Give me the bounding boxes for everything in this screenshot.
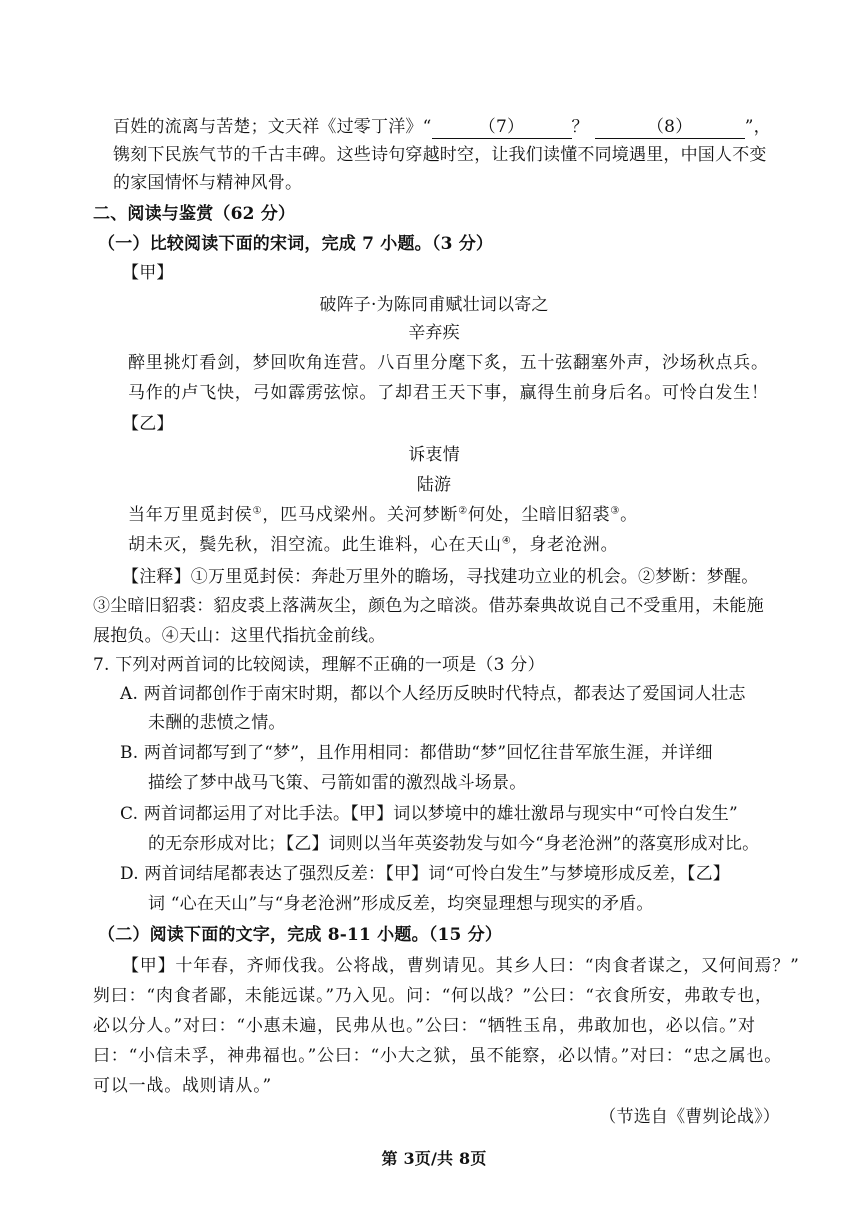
poem-2-text: 胡未灭，鬓先秋，泪空流。此生谁料，心在天山 [128, 535, 502, 555]
footnote-marker: ① [252, 505, 263, 517]
poem-2-title: 诉衷情 [408, 445, 460, 465]
intro-question-mark: ？ [571, 117, 589, 137]
poem-2-text: 。 [620, 505, 638, 525]
poem-1-label: 【甲】 [122, 263, 174, 283]
option-b[interactable]: B. 两首词都写到了“梦”，且作用相同：都借助“梦”回忆往昔军旅生涯，并详细 [120, 743, 713, 763]
option-a[interactable]: A. 两首词都创作于南宋时期，都以个人经历反映时代特点，都表达了爱国词人壮志 [120, 684, 746, 704]
poem-2-label: 【乙】 [122, 414, 174, 434]
option-d[interactable]: D. 两首词结尾都表达了强烈反差：【甲】词“可怜白发生”与梦境形成反差，【乙】 [120, 864, 731, 884]
option-b-cont: 描绘了梦中战马飞策、弓箭如雷的激烈战斗场景。 [148, 773, 527, 793]
notes-line-3: 展抱负。④天山：这里代指抗金前线。 [93, 626, 386, 646]
section-2-title: 二、阅读与鉴赏（62 分） [93, 204, 296, 224]
answer-blank-7[interactable]: （7） [432, 116, 572, 139]
option-c[interactable]: C. 两首词都运用了对比手法。【甲】词以梦境中的雄壮激昂与现实中“可怜白发生” [120, 804, 738, 824]
poem-2-text: 当年万里觅封侯 [128, 505, 253, 525]
source-citation: （节选自《曹刿论战》） [599, 1107, 780, 1127]
classical-line-1: 【甲】十年春，齐师伐我。公将战，曹刿请见。其乡人曰：“肉食者谋之，又何间焉？” [122, 956, 800, 976]
part-2-title: （二）阅读下面的文字，完成 8-11 小题。（15 分） [98, 925, 503, 945]
footnote-marker: ④ [501, 535, 512, 547]
answer-blank-8[interactable]: （8） [595, 116, 745, 139]
notes-line-1: 【注释】①万里觅封侯：奔赴万里外的瞻场，寻找建功立业的机会。②梦断：梦醒。 [122, 567, 759, 587]
poem-2-line-2 [128, 534, 618, 556]
notes-line-2: ③尘暗旧貂裘：貂皮裘上落满灰尘，颜色为之暗淡。借苏秦典故说自己不受重用，未能施 [93, 596, 764, 616]
intro-line-3: 的家国情怀与精神风骨。 [113, 173, 303, 193]
intro-line-2: 镌刻下民族气节的千古丰碑。这些诗句穿越时空，让我们读懂不同境遇里，中国人不变 [113, 145, 767, 165]
footnote-marker: ② [458, 505, 468, 517]
classical-line-3: 必以分人。”对曰：“小惠未遍，民弗从也。”公曰：“牺牲玉帛，弗敢加也，必以信。”对 [93, 1016, 756, 1036]
option-d-cont: 词 “心在天山”与“身老沧洲”形成反差，均突显理想与现实的矛盾。 [148, 894, 654, 914]
poem-1-author: 辛弃疾 [408, 323, 460, 343]
option-c-cont: 的无奈形成对比；【乙】词则以当年英姿勃发与如今“身老沧洲”的落寞形成对比。 [148, 834, 760, 854]
classical-line-4: 曰：“小信未孚，神弗福也。”公曰：“小大之狱，虽不能察，必以情。”对曰：“忠之属也。 [93, 1046, 783, 1066]
poem-1-title: 破阵子·为陈同甫赋壮词以寄之 [319, 295, 549, 315]
option-a-cont: 未酬的悲愤之情。 [148, 713, 286, 733]
poem-2-author: 陆游 [416, 475, 452, 495]
poem-2-text: 何处，尘暗旧貂裘 [467, 505, 611, 525]
poem-1-line-2: 马作的卢飞快，弓如霹雳弦惊。了却君王天下事，赢得生前身后名。可怜白发生！ [128, 383, 769, 403]
footnote-marker: ③ [610, 505, 621, 517]
question-7-stem: 7. 下列对两首词的比较阅读，理解不正确的一项是（3 分） [93, 655, 545, 675]
intro-text: 百姓的流离与苦楚；文天祥《过零丁洋》“ [113, 117, 432, 137]
intro-quote-end: ”， [744, 117, 771, 137]
classical-line-2: 刿曰：“肉食者鄙，未能远谋。”乃入见。问：“何以战？”公曰：“衣食所安，弗敢专也， [93, 986, 773, 1006]
poem-2-line-1 [128, 504, 638, 526]
classical-line-5: 可以一战。战则请从。” [93, 1076, 272, 1096]
poem-1-line-1: 醉里挑灯看剑，梦回吹角连营。八百里分麾下炙，五十弦翻塞外声，沙场秋点兵。 [128, 353, 769, 373]
intro-line-1 [113, 116, 771, 139]
poem-2-text: ，身老沧洲。 [511, 535, 619, 555]
poem-2-text: ，匹马戍梁州。关河梦断 [262, 505, 459, 525]
page-number: 第 3页/共 8页 [381, 1149, 487, 1168]
part-1-title: （一）比较阅读下面的宋词，完成 7 小题。（3 分） [98, 234, 494, 254]
